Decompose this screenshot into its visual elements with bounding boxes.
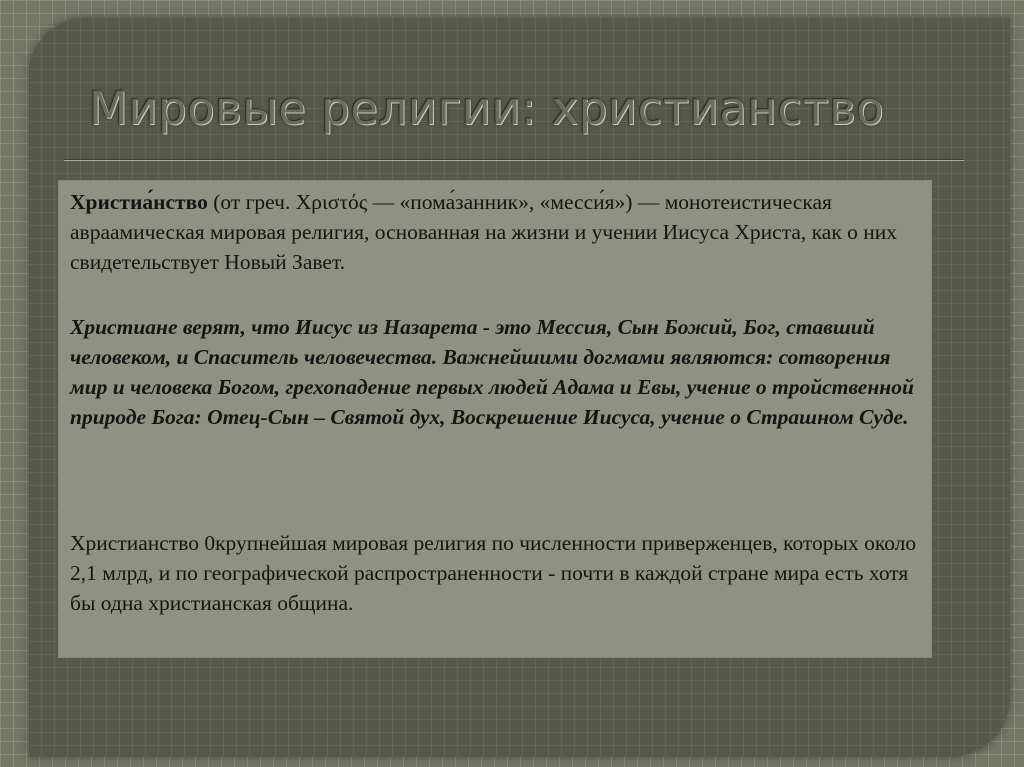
statistics-paragraph: Христианство 0крупнейшая мировая религия по численности приверженцев, которых около 2,1 млрд, и по географической распространенности - почти в каждой стране мира есть хотя бы одна христианская община.: [70, 531, 917, 615]
definition-text: (от греч. Χριστός — «пома́занник», «месси́я») — монотеистическая авраамическая мировая религия, основанная на жизни и учении Иисуса Христа, как о них свидетельствует Новый Завет.: [70, 190, 898, 274]
slide-title: Мировые религии: христианство: [89, 82, 885, 135]
beliefs-paragraph: Христиане верят, что Иисус из Назарета - это Мессия, Сын Божий, Бог, ставший человеком, и Спаситель человечества. Важнейшими догмами являются: сотворения мир и человека Богом, грехопадение первых людей Адама и Евы, учение о тройственной природе Бога: Отец-Сын – Святой дух, Воскрешение Иисуса, учение о Страшном Суде.: [70, 315, 914, 429]
definition-paragraph: [70, 187, 930, 277]
definition-term: Христиа́нство: [70, 190, 208, 214]
title-divider: [64, 159, 964, 160]
